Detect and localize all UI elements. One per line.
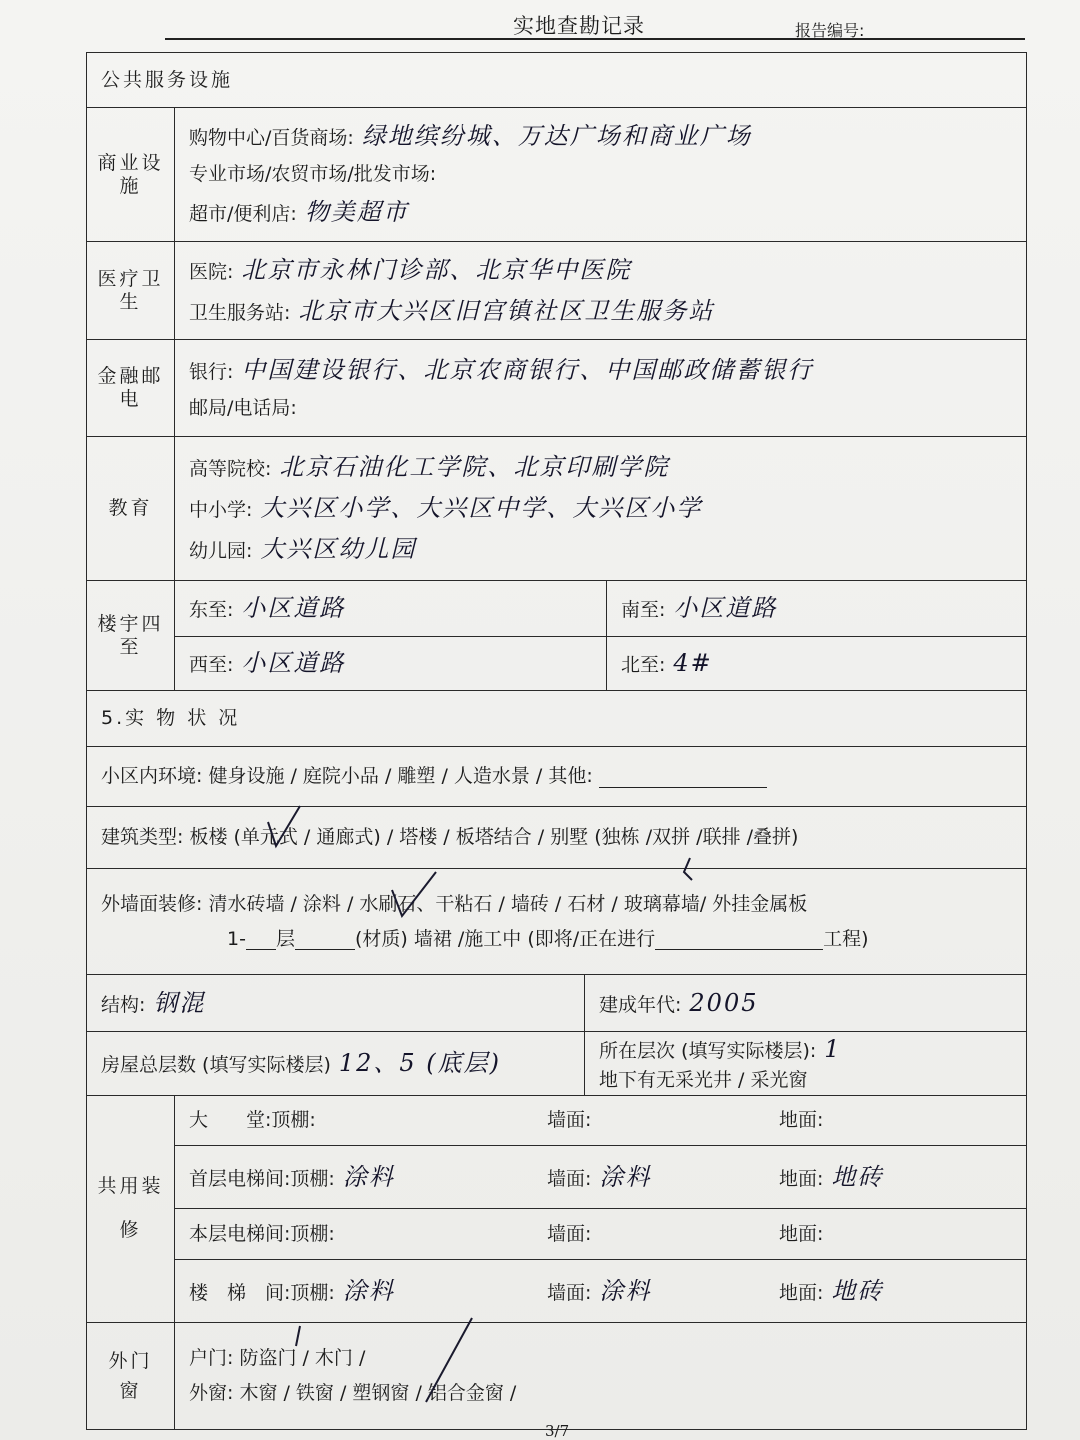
facade-cell	[87, 869, 1027, 975]
facade-project-suffix: 工程)	[823, 927, 869, 950]
wall-value: 涂料	[599, 1276, 652, 1305]
south-label: 南至:	[621, 599, 666, 622]
wall-label: 墙面:	[547, 1109, 592, 1132]
wall-label: 墙面:	[547, 1167, 592, 1190]
floor-label: 地面:	[779, 1167, 824, 1190]
shared-row-name: 大 堂:	[189, 1109, 272, 1132]
facade-project-blank	[655, 931, 823, 950]
year-value: 2005	[689, 988, 759, 1017]
commerce-cell	[175, 108, 1027, 242]
school-value: 大兴区小学、大兴区中学、大兴区小学	[260, 494, 703, 523]
south-value: 小区道路	[673, 594, 778, 623]
ceiling-label: 顶棚:	[290, 1167, 335, 1190]
skylight-text: 地下有无采光井 / 采光窗	[599, 1069, 808, 1091]
facade-skirting-text: (材质) 墙裙 /施工中 (即将/正在进行	[354, 927, 656, 950]
structure-cell	[87, 975, 585, 1032]
report-number-label: 报告编号:	[795, 21, 865, 40]
doors-label-text: 外门窗	[108, 1349, 153, 1402]
medical-cell	[175, 242, 1027, 340]
facade-material-blank	[295, 931, 355, 950]
hospital-value: 北京市永林门诊部、北京华中医院	[241, 255, 632, 284]
structure-value: 钢混	[153, 988, 206, 1017]
floor-label: 地面:	[779, 1222, 824, 1245]
environment-other-blank	[599, 769, 767, 788]
mall-label: 购物中心/百货商场:	[189, 127, 354, 150]
bank-label: 银行:	[189, 361, 234, 384]
shared-label	[87, 1096, 175, 1323]
year-cell	[585, 975, 1027, 1032]
level-cell	[585, 1032, 1027, 1096]
shared-row	[175, 1146, 1026, 1209]
mall-value: 绿地缤纷城、万达广场和商业广场	[361, 122, 752, 151]
east-label: 东至:	[189, 599, 234, 622]
wall-label: 墙面:	[547, 1222, 592, 1245]
facade-floor-blank	[246, 931, 276, 950]
shared-row	[175, 1209, 1026, 1260]
shared-row-name: 首层电梯间:	[189, 1167, 291, 1190]
facade-line-1: 外墙面装修: 清水砖墙 / 涂料 / 水刷石、干粘石 / 墙砖 / 石材 / 玻璃幕墙/ 外挂金属板	[101, 892, 808, 915]
station-label: 卫生服务站:	[189, 301, 291, 324]
floors-value: 12、5 (底层)	[338, 1049, 502, 1078]
facade-floor-unit: 层	[275, 927, 295, 950]
facade-floor-prefix: 1-	[227, 927, 246, 950]
supermarket-label: 超市/便利店:	[189, 202, 297, 225]
west-value: 小区道路	[241, 649, 346, 678]
building-type-cell	[87, 807, 1027, 869]
finance-label: 金融邮电	[87, 340, 175, 437]
north-label: 北至:	[621, 654, 666, 677]
wall-label: 墙面:	[547, 1281, 592, 1304]
ceiling-value: 涂料	[342, 1162, 395, 1191]
west-cell	[175, 637, 607, 691]
ceiling-label: 顶棚:	[271, 1109, 316, 1132]
education-cell	[175, 437, 1027, 581]
header-rule	[165, 38, 1025, 40]
north-value: 4#	[673, 649, 713, 678]
supermarket-value: 物美超市	[304, 197, 409, 226]
floors-label: 房屋总层数 (填写实际楼层)	[101, 1054, 331, 1077]
south-cell	[607, 581, 1027, 637]
college-label: 高等院校:	[189, 458, 272, 481]
environment-text: 小区内环境: 健身设施 / 庭院小品 / 雕塑 / 人造水景 / 其他:	[101, 765, 593, 788]
north-cell	[607, 637, 1027, 691]
college-value: 北京石油化工学院、北京印刷学院	[279, 453, 670, 482]
building-type-text: 建筑类型: 板楼 (单元式 / 通廊式) / 塔楼 / 板塔结合 / 别墅 (独栋 /双拼 /联排 /叠拼)	[101, 826, 799, 849]
east-cell	[175, 581, 607, 637]
shared-rows-cell	[175, 1096, 1027, 1323]
ceiling-label: 顶棚:	[290, 1222, 335, 1245]
ceiling-label: 顶棚:	[290, 1281, 335, 1304]
shared-label-text: 共用装修	[97, 1175, 164, 1241]
ceiling-value: 涂料	[342, 1276, 395, 1305]
doors-label	[87, 1323, 175, 1430]
school-label: 中小学:	[189, 499, 253, 522]
shared-row	[175, 1096, 1026, 1146]
education-label: 教育	[87, 437, 175, 581]
door-text: 户门: 防盗门 / 木门 /	[189, 1347, 366, 1370]
shared-row-name: 楼 梯 间:	[189, 1281, 291, 1304]
commerce-label: 商业设施	[87, 108, 175, 242]
market-label: 专业市场/农贸市场/批发市场:	[189, 163, 437, 186]
shared-row-name: 本层电梯间:	[189, 1222, 291, 1245]
west-label: 西至:	[189, 654, 234, 677]
floor-value: 地砖	[831, 1276, 884, 1305]
level-label: 所在层次 (填写实际楼层):	[599, 1040, 817, 1063]
doors-cell	[175, 1323, 1027, 1430]
bank-value: 中国建设银行、北京农商银行、中国邮政储蓄银行	[241, 356, 814, 385]
bounds-label: 楼宇四至	[87, 581, 175, 691]
east-value: 小区道路	[241, 594, 346, 623]
station-value: 北京市大兴区旧宫镇社区卫生服务站	[298, 296, 715, 325]
kinder-label: 幼儿园:	[189, 539, 253, 562]
floor-label: 地面:	[779, 1109, 824, 1132]
page-title: 实地查勘记录	[513, 14, 645, 38]
year-label: 建成年代:	[599, 993, 682, 1016]
kinder-value: 大兴区幼儿园	[260, 534, 417, 563]
window-text: 外窗: 木窗 / 铁窗 / 塑钢窗 / 铝合金窗 /	[189, 1382, 517, 1404]
physical-title: 5.实 物 状 况	[87, 691, 1027, 747]
hospital-label: 医院:	[189, 260, 234, 283]
public-facilities-title: 公共服务设施	[87, 53, 1027, 108]
finance-cell	[175, 340, 1027, 437]
page-number: 3/7	[545, 1422, 570, 1440]
level-value: 1	[824, 1035, 842, 1064]
shared-row	[175, 1260, 1026, 1322]
environment-cell	[87, 747, 1027, 807]
floor-label: 地面:	[779, 1281, 824, 1304]
shared-rows-table	[175, 1096, 1026, 1322]
medical-label: 医疗卫生	[87, 242, 175, 340]
survey-form-table	[86, 52, 1027, 1430]
post-label: 邮局/电话局:	[189, 397, 297, 419]
floor-value: 地砖	[831, 1162, 884, 1191]
structure-label: 结构:	[101, 993, 146, 1016]
floors-cell	[87, 1032, 585, 1096]
wall-value: 涂料	[599, 1162, 652, 1191]
